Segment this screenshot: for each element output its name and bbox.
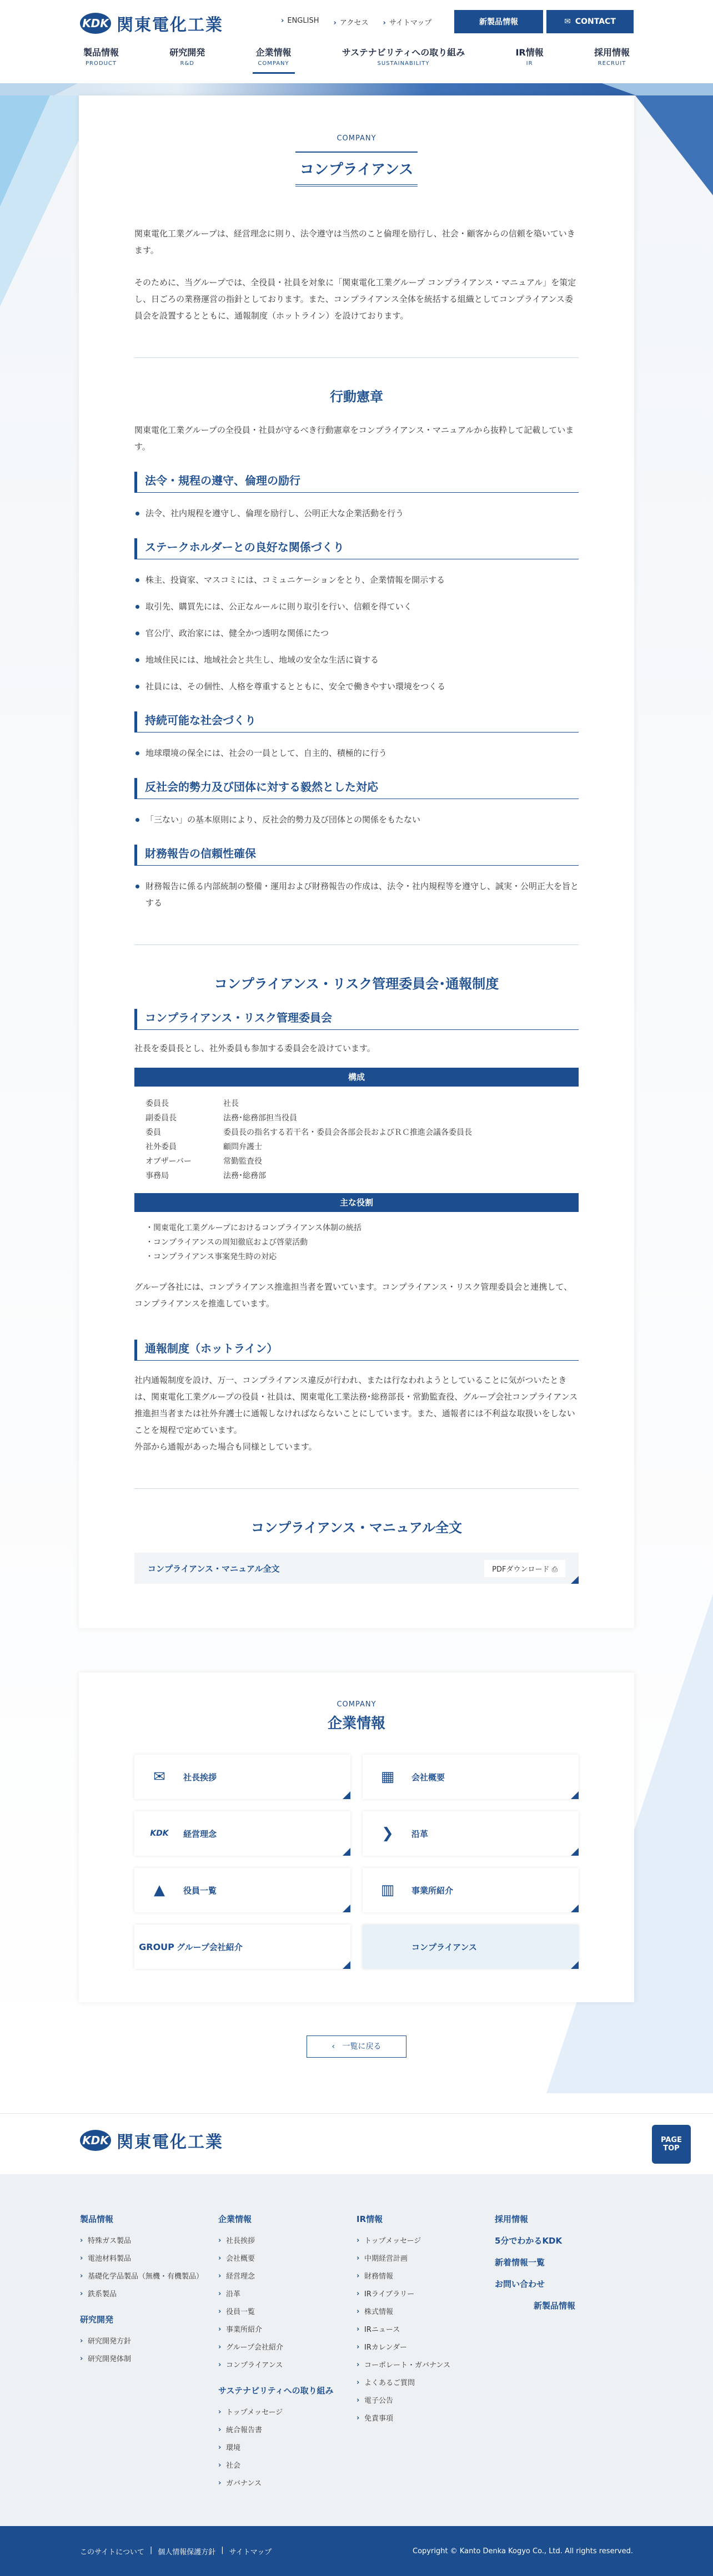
- nav-sub: IR: [526, 60, 533, 67]
- list-item: ・関東電化工業グループにおけるコンプライアンス体制の統括: [145, 1224, 362, 1233]
- footer-link[interactable]: › 環境: [218, 2439, 356, 2457]
- footer-col-products: [80, 2213, 218, 2493]
- committee-lead: 社長を委員長とし、社外委員も参加する委員会を設けています。: [134, 1043, 375, 1053]
- main-card: [79, 95, 634, 1628]
- footer-heading[interactable]: 新着情報一覧: [495, 2257, 545, 2267]
- footer-about-link[interactable]: このサイトについて: [80, 2548, 144, 2557]
- corner-arrow-icon: [571, 1791, 579, 1799]
- logo-text: 関東電化工業: [117, 16, 223, 35]
- kdk-icon: KDK: [150, 1829, 169, 1838]
- group-icon: GROUP: [139, 1941, 174, 1952]
- footer-heading[interactable]: お問い合わせ: [495, 2279, 545, 2289]
- list-item: 株主、投資家、マスコミには、コミュニケーションをとり、企業情報を開示する: [134, 572, 579, 588]
- list-item: 官公庁、政治家には、健全かつ透明な関係にたつ: [134, 625, 579, 642]
- link-company-profile[interactable]: [363, 1755, 579, 1799]
- office-icon: ▥: [380, 1882, 395, 1898]
- list-item: 法令、社内規程を遵守し、倫理を励行し、公明正大な企業活動を行う: [134, 505, 579, 522]
- nav-sub: R&D: [180, 60, 194, 67]
- footer-heading[interactable]: IR情報: [356, 2214, 383, 2224]
- content-background: [0, 95, 713, 2080]
- link-group-companies[interactable]: [134, 1925, 350, 1969]
- footer-bottom-links: [80, 2546, 272, 2557]
- table-row: [145, 1169, 568, 1183]
- footer-heading[interactable]: 採用情報: [495, 2214, 529, 2224]
- divider: [134, 944, 579, 945]
- nav-label: IR情報: [515, 47, 544, 58]
- footer-link[interactable]: › 基礎化学品製品（無機・有機製品）: [80, 2268, 218, 2286]
- nav-sustainability[interactable]: [339, 46, 468, 74]
- new-products-label: 新製品情報: [479, 18, 518, 27]
- footer-link[interactable]: › トップメッセージ: [356, 2232, 495, 2250]
- list-item: 取引先、購買先には、公正なルールに則り取引を行い、信頼を得ていく: [134, 598, 579, 615]
- role-value: 法務･総務部担当役員: [223, 1114, 297, 1123]
- tile-label: コンプライアンス: [411, 1942, 478, 1952]
- list-item: 地域住民には、地域社会と共生し、地域の安全な生活に資する: [134, 651, 579, 668]
- page-eyebrow: COMPANY: [337, 134, 376, 143]
- pdf-download-label: PDFダウンロード: [492, 1565, 550, 1574]
- tile-label: 経営理念: [183, 1829, 217, 1839]
- site-header: [0, 0, 713, 83]
- corner-arrow-icon: [571, 1905, 579, 1912]
- list-item: ・コンプライアンス事案発生時の対応: [145, 1252, 277, 1261]
- people-icon: ▲: [154, 1882, 165, 1898]
- footer-link[interactable]: › 役員一覧: [218, 2304, 356, 2321]
- intro-text: [134, 225, 579, 324]
- footer-link[interactable]: › 特殊ガス製品: [80, 2232, 218, 2250]
- nav-sub: RECRUIT: [597, 60, 626, 67]
- company-links-card: [79, 1673, 634, 2002]
- page-top-button[interactable]: [652, 2125, 691, 2164]
- composition-header: 構成: [134, 1068, 579, 1087]
- footer-link[interactable]: › 統合報告書: [218, 2422, 356, 2439]
- utility-nav: [281, 17, 431, 27]
- link-president-message[interactable]: [134, 1755, 350, 1799]
- conduct-heading: 持続可能な社会づくり: [134, 711, 579, 733]
- corner-arrow-icon: [343, 1961, 350, 1969]
- footer-privacy-link[interactable]: 個人情報保護方針: [158, 2548, 216, 2557]
- nav-label: 製品情報: [83, 47, 119, 58]
- util-sitemap-link[interactable]: › サイトマップ: [383, 17, 431, 27]
- footer-heading[interactable]: 5分でわかるKDK: [495, 2236, 563, 2246]
- links-title: 企業情報: [327, 1715, 385, 1732]
- link-compliance[interactable]: [363, 1925, 579, 1969]
- corner-arrow-icon: [343, 1905, 350, 1912]
- nav-label: サステナビリティへの取り組み: [342, 47, 465, 58]
- building-icon: ▦: [380, 1769, 395, 1785]
- footer-link[interactable]: › 電子公告: [356, 2392, 495, 2410]
- company-links-grid: [134, 1755, 579, 1969]
- footer-link[interactable]: › 研究開発体制: [80, 2351, 218, 2368]
- arrow-icon: ❯: [381, 1825, 394, 1842]
- role-value: 顧問弁護士: [223, 1143, 262, 1151]
- footer-link[interactable]: › 鉄系製品: [80, 2286, 218, 2304]
- conduct-heading: ステークホルダーとの良好な関係づくり: [134, 538, 579, 559]
- table-row: [145, 1154, 568, 1169]
- tile-label: 会社概要: [411, 1772, 445, 1782]
- role-value: 委員長の指名する若干名・委員会各部会長およびＲＣ推進会議各委員長: [223, 1128, 472, 1137]
- footer-link[interactable]: › 研究開発方針: [80, 2333, 218, 2351]
- footer-link[interactable]: › IRライブラリー: [356, 2286, 495, 2304]
- duty-list: [134, 1212, 579, 1273]
- table-row: [145, 1125, 568, 1140]
- footer-link[interactable]: › 株式情報: [356, 2304, 495, 2321]
- link-officers[interactable]: [134, 1868, 350, 1912]
- list-item: 財務報告に係る内部統制の整備・運用および財務報告の作成は、法令・社内規程等を遵守し、誠実・公明正大を旨とする: [134, 878, 579, 911]
- footer-link[interactable]: › 経営理念: [218, 2268, 356, 2286]
- corner-arrow-icon: [571, 1961, 579, 1969]
- conduct-heading: 財務報告の信頼性確保: [134, 845, 579, 866]
- role-value: 法務･総務部: [223, 1171, 266, 1180]
- compliance-icon: [375, 1936, 400, 1958]
- list-item: ・コンプライアンスの周知徹底および啓蒙活動: [145, 1238, 308, 1247]
- copyright: Copyright © Kanto Denka Kogyo Co., Ltd. All rights reserved.: [413, 2547, 633, 2555]
- link-history[interactable]: [363, 1811, 579, 1856]
- footer-link[interactable]: › 社長挨拶: [218, 2232, 356, 2250]
- footer-link[interactable]: › IRニュース: [356, 2321, 495, 2339]
- footer-nav: [0, 2174, 713, 2526]
- footer-logo[interactable]: [80, 2128, 223, 2153]
- footer-link[interactable]: › 免責事項: [356, 2410, 495, 2428]
- committee-title: コンプライアンス・リスク管理委員会･通報制度: [214, 976, 499, 992]
- footer-link[interactable]: › よくあるご質問: [356, 2375, 495, 2392]
- footer-link[interactable]: › 社会: [218, 2457, 356, 2475]
- footer-col-ir: [356, 2213, 495, 2493]
- link-offices[interactable]: [363, 1868, 579, 1912]
- contact-button[interactable]: [546, 10, 634, 33]
- footer-link[interactable]: › ガバナンス: [218, 2475, 356, 2493]
- intro-paragraph: そのために、当グループでは、全役員・社員を対象に「関東電化工業グループ コンプライアンス・マニュアル」を策定し、日ごろの業務運営の指針としております。また、コンプライアンス全体を統括する組織としてコンプライアンス委員会を設置するとともに、通報制度（ホットライン）を設けております。: [134, 277, 576, 321]
- table-row: [145, 1097, 568, 1111]
- conduct-list: [134, 572, 579, 695]
- back-to-list-button[interactable]: [307, 2035, 406, 2058]
- composition-table: [134, 1087, 579, 1193]
- conduct-title: 行動憲章: [330, 389, 383, 405]
- role-key: 社外委員: [145, 1143, 177, 1151]
- footer-link[interactable]: › 沿革: [218, 2286, 356, 2304]
- conduct-list: [134, 878, 579, 911]
- nav-sub: COMPANY: [258, 60, 289, 67]
- hotline-heading: 通報制度（ホットライン）: [134, 1340, 579, 1361]
- new-products-button[interactable]: [454, 10, 543, 33]
- footer-sep: |: [221, 2545, 224, 2554]
- footer-link[interactable]: › コンプライアンス: [218, 2357, 356, 2375]
- footer-link[interactable]: › 中期経営計画: [356, 2250, 495, 2268]
- tile-label: 役員一覧: [183, 1885, 217, 1896]
- footer-heading[interactable]: サステナビリティへの取り組み: [218, 2386, 334, 2396]
- footer-link[interactable]: › IRカレンダー: [356, 2339, 495, 2357]
- nav-label: 企業情報: [255, 47, 292, 58]
- nav-sub: SUSTAINABILITY: [377, 60, 430, 67]
- corner-arrow-icon: [571, 1848, 579, 1856]
- footer-link[interactable]: › 財務情報: [356, 2268, 495, 2286]
- contact-label: CONTACT: [575, 17, 616, 26]
- footer-sitemap-link[interactable]: サイトマップ: [229, 2548, 272, 2557]
- list-item: 地球環境の保全には、社会の一員として、自主的、積極的に行う: [134, 745, 579, 761]
- conduct-lead: 関東電化工業グループの全役員・社員が守るべき行動憲章をコンプライアンス・マニュアルから抜粋して記載しています。: [134, 425, 574, 452]
- pdf-download-button[interactable]: [484, 1560, 565, 1577]
- role-key: 副委員長: [145, 1114, 177, 1123]
- footer-link[interactable]: › 会社概要: [218, 2250, 356, 2268]
- site-logo[interactable]: [80, 11, 223, 36]
- duty-header: 主な役割: [134, 1193, 579, 1212]
- list-item: 「三ない」の基本原則により、反社会的勢力及び団体との関係をもたない: [134, 811, 579, 828]
- footer-heading[interactable]: 新製品情報: [534, 2301, 576, 2311]
- footer-top: [0, 2113, 713, 2174]
- pagetop-label: PAGE: [661, 2136, 682, 2144]
- role-key: 委員: [145, 1128, 161, 1137]
- table-row: [145, 1111, 568, 1125]
- back-label: 一覧に戻る: [342, 2042, 381, 2051]
- hotline-body: 社内通報制度を設け、万一、コンプライアンス違反が行われ、または行なわれようとしていることに気がついたときは、関東電化工業グループの役員・社員は、関東電化工業法務･総務部長・常勤監査役、グループ会社コンプライアンス推進担当者または社外弁護士に通報しなければならないことにしています。また、通報者には不利益な取扱いをしないことを規程で定めています。: [134, 1375, 578, 1435]
- pdf-icon: ⎙: [551, 1565, 558, 1574]
- nav-recruit[interactable]: [591, 46, 633, 74]
- conduct-list: [134, 745, 579, 761]
- footer-heading[interactable]: 製品情報: [80, 2214, 114, 2224]
- pagetop-label: TOP: [663, 2144, 680, 2153]
- list-item: 社員には、その個性、人格を尊重するとともに、安全で働きやすい環境をつくる: [134, 678, 579, 695]
- message-icon: ✉: [153, 1769, 165, 1785]
- footer-link[interactable]: › トップメッセージ: [218, 2404, 356, 2422]
- links-eyebrow: COMPANY: [337, 1700, 376, 1709]
- divider: [134, 1488, 579, 1489]
- bg-decoration: [635, 95, 713, 195]
- global-nav: [80, 46, 633, 74]
- logo-mark: KDK: [80, 2130, 111, 2151]
- nav-ir[interactable]: [512, 46, 546, 74]
- corner-arrow-icon: [343, 1848, 350, 1856]
- nav-product[interactable]: [80, 46, 122, 74]
- role-key: 事務局: [145, 1171, 169, 1180]
- tile-label: 事業所紹介: [411, 1885, 454, 1896]
- logo-text: 関東電化工業: [117, 2133, 223, 2152]
- role-value: 常勤監査役: [223, 1157, 262, 1166]
- chevron-left-icon: ‹: [332, 2042, 335, 2051]
- hotline-body-2: 外部から通報があった場合も同様としています。: [134, 1442, 317, 1452]
- nav-rd[interactable]: [166, 46, 208, 74]
- footer-link[interactable]: › グループ会社紹介: [218, 2339, 356, 2357]
- conduct-list: [134, 505, 579, 522]
- intro-paragraph: 関東電化工業グループは、経営理念に則り、法令遵守は当然のこと倫理を励行し、社会・顧客からの信頼を築いていきます。: [134, 229, 575, 255]
- link-philosophy[interactable]: [134, 1811, 350, 1856]
- footer-col-company: [218, 2213, 356, 2493]
- nav-company[interactable]: [253, 46, 295, 74]
- tile-label: 社長挨拶: [183, 1772, 217, 1782]
- util-access-link[interactable]: › アクセス: [333, 17, 368, 27]
- nav-label: 採用情報: [594, 47, 630, 58]
- committee-heading: コンプライアンス・リスク管理委員会: [134, 1009, 579, 1030]
- tile-label: 沿革: [411, 1829, 429, 1839]
- conduct-heading: 反社会的勢力及び団体に対する毅然とした対応: [134, 778, 579, 799]
- table-row: [145, 1140, 568, 1154]
- corner-arrow-icon: [343, 1791, 350, 1799]
- corner-arrow-icon: [571, 1576, 579, 1584]
- footer-link[interactable]: › 事業所紹介: [218, 2321, 356, 2339]
- footer-link[interactable]: › コーポレート・ガバナンス: [356, 2357, 495, 2375]
- logo-mark: KDK: [80, 13, 111, 34]
- util-english-link[interactable]: › ENGLISH: [281, 17, 319, 27]
- conduct-list: [134, 811, 579, 828]
- footer-heading[interactable]: 研究開発: [80, 2315, 114, 2325]
- footer-bottom: [0, 2526, 713, 2576]
- role-key: オブザーバー: [145, 1157, 192, 1166]
- footer-sep: |: [149, 2545, 153, 2554]
- divider: [134, 357, 579, 358]
- tile-label: グループ会社紹介: [177, 1942, 243, 1952]
- footer-heading[interactable]: 企業情報: [218, 2214, 252, 2224]
- role-key: 委員長: [145, 1099, 169, 1108]
- nav-label: 研究開発: [169, 47, 205, 58]
- manual-label: コンプライアンス・マニュアル全文: [148, 1563, 280, 1574]
- manual-title: コンプライアンス・マニュアル全文: [251, 1520, 462, 1536]
- nav-sub: PRODUCT: [86, 60, 117, 67]
- mail-icon: ✉: [564, 17, 571, 26]
- committee-after: グループ各社には、コンプライアンス推進担当者を置いています。コンプライアンス・リスク管理委員会と連携して、コンプライアンスを推進しています。: [134, 1282, 573, 1309]
- manual-pdf-link[interactable]: [134, 1553, 579, 1584]
- page-title: コンプライアンス: [295, 151, 418, 186]
- footer-link[interactable]: › 電池材料製品: [80, 2250, 218, 2268]
- footer-col-other: [495, 2213, 633, 2493]
- role-value: 社長: [223, 1099, 239, 1108]
- bg-decoration: [0, 95, 50, 206]
- conduct-heading: 法令・規程の遵守、倫理の励行: [134, 472, 579, 493]
